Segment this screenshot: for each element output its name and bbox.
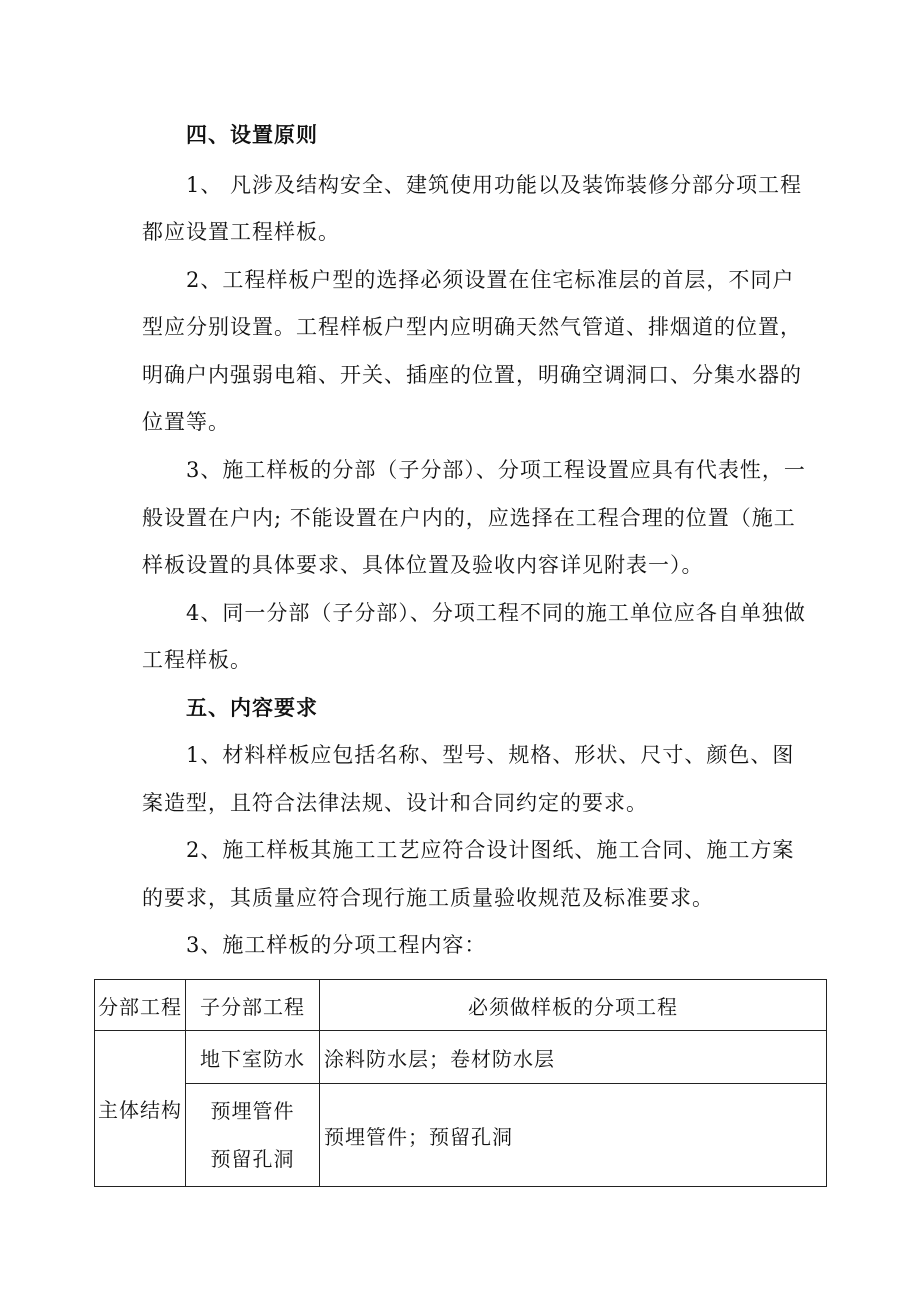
table-header-cell: 分部工程 [95,980,186,1031]
paragraph-line: 样板设置的具体要求、具体位置及验收内容详见附表一）。 [142,553,704,577]
paragraph-line: 2、施工样板其施工工艺应符合设计图纸、施工合同、施工方案 [186,838,795,862]
paragraph-line: 的要求，其质量应符合现行施工质量验收规范及标准要求。 [142,886,714,910]
table-cell-line: 预留孔洞 [210,1147,295,1171]
paragraph-line: 4、同一分部（子分部）、分项工程不同的施工单位应各自单独做 [186,601,806,625]
table-header-cell: 必须做样板的分项工程 [320,980,827,1031]
sample-items-table [94,979,827,1187]
table-cell: 地下室防水 [186,1031,320,1084]
paragraph-line: 明确户内强弱电箱、开关、插座的位置，明确空调洞口、分集水器的 [142,363,802,387]
section-heading-5: 五、内容要求 [186,696,318,720]
table-cell: 涂料防水层；卷材防水层 [320,1031,827,1084]
table-cell-line: 预埋管件 [210,1099,295,1123]
table-cell: 预埋管件；预留孔洞 [320,1084,827,1187]
paragraph-line: 3、施工样板的分项工程内容： [186,933,487,957]
section-heading-4: 四、设置原则 [186,123,318,147]
paragraph-line: 都应设置工程样板。 [142,220,340,244]
paragraph-line: 3、施工样板的分部（子分部）、分项工程设置应具有代表性，一 [186,458,806,482]
paragraph-line: 案造型，且符合法律法规、设计和合同约定的要求。 [142,791,648,815]
table-row [95,1084,827,1187]
paragraph-line: 1、材料样板应包括名称、型号、规格、形状、尺寸、颜色、图 [186,743,795,767]
paragraph-line: 工程样板。 [142,648,252,672]
paragraph-line: 般设置在户内; 不能设置在户内的，应选择在工程合理的位置（施工 [142,506,796,530]
paragraph-line: 型应分别设置。工程样板户型内应明确天然气管道、排烟道的位置， [142,315,802,339]
table-header-row [95,980,827,1031]
table-group-cell: 主体结构 [95,1031,186,1187]
paragraph-line: 2、工程样板户型的选择必须设置在住宅标准层的首层，不同户 [186,268,795,292]
table-row [95,1031,827,1084]
paragraph-line: 位置等。 [142,410,230,434]
table-cell [186,1084,320,1187]
table-header-cell: 子分部工程 [186,980,320,1031]
paragraph-line: 1、 凡涉及结构安全、建筑使用功能以及装饰装修分部分项工程 [186,173,803,197]
